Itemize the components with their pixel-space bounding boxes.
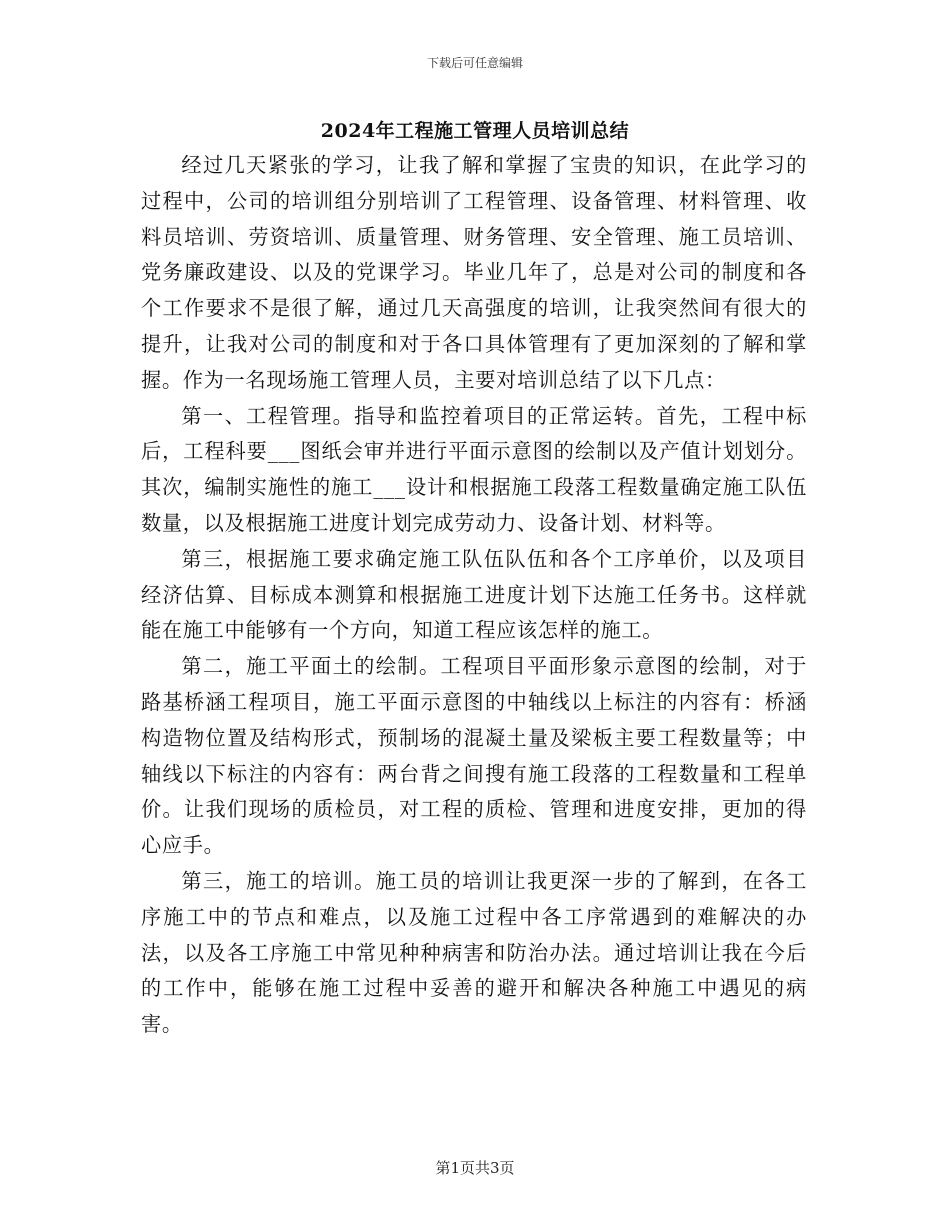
paragraph-unit-price: 第三，根据施工要求确定施工队伍队伍和各个工序单价，以及项目经济估算、目标成本测算和根据施工进度计划下达施工任务书。这样就能在施工中能够有一个方向，知道工程应该怎样的施工。 — [141, 546, 807, 643]
paragraph-engineering-management: 第一、工程管理。指导和监控着项目的正常运转。首先，工程中标后，工程科要___图纸会审并进行平面示意图的绘制以及产值计划划分。其次，编制实施性的施工___设计和根据施工段落工程数量确定施工队伍数量，以及根据施工进度计划完成劳动力、设备计划、材料等。 — [141, 403, 807, 535]
document-title: 2024年工程施工管理人员培训总结 — [320, 120, 630, 142]
paragraph-site-plan: 第二，施工平面土的绘制。工程项目平面形象示意图的绘制，对于路基桥涵工程项目，施工平面示意图的中轴线以上标注的内容有：桥涵构造物位置及结构形式，预制场的混凝土量及梁板主要工程数量等；中轴线以下标注的内容有：两台背之间搜有施工段落的工程数量和工程单价。让我们现场的质检员，对工程的质检、管理和进度安排，更加的得心应手。 — [141, 654, 807, 858]
paragraph-intro: 经过几天紧张的学习，让我了解和掌握了宝贵的知识，在此学习的过程中，公司的培训组分别培训了工程管理、设备管理、材料管理、收料员培训、劳资培训、质量管理、财务管理、安全管理、施工员培训、党务廉政建设、以及的党课学习。毕业几年了，总是对公司的制度和各个工作要求不是很了解，通过几天高强度的培训，让我突然间有很大的提升，让我对公司的制度和对于各口具体管理有了更加深刻的了解和掌握。作为一名现场施工管理人员，主要对培训总结了以下几点： — [141, 153, 807, 392]
paragraph-construction-training: 第三，施工的培训。施工员的培训让我更深一步的了解到，在各工序施工中的节点和难点，以及施工过程中各工序常遇到的难解决的办法，以及各工序施工中常见种种病害和防治办法。通过培训让我在今后的工作中，能够在施工过程中妥善的避开和解决各种施工中遇见的病害。 — [141, 868, 807, 1037]
page-number-footer: 第1页共3页 — [435, 1159, 515, 1177]
document-body — [141, 148, 807, 1043]
download-note: 下载后可任意编辑 — [426, 56, 523, 70]
